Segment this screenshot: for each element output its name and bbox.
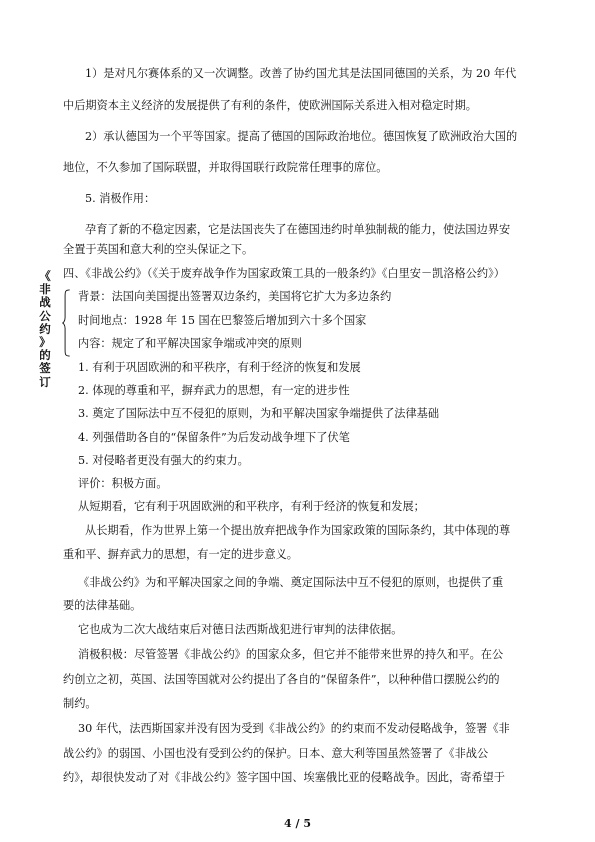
paragraph-line: 要的法律基础。 [63,599,142,612]
paragraph-line: 5. 消极作用： [85,192,156,205]
paragraph-line: 地位，不久参加了国际联盟，并取得国联行政院常任理事的席位。 [63,161,388,174]
brace-item-background: 背景：法国向美国提出签署双边条约，美国将它扩大为多边条约 [78,290,392,303]
paragraph-line: 它也成为二次大战结束后对德日法西斯战犯进行审判的法律依据。 [78,623,403,636]
paragraph-line: 约》，却很快发动了对《非战公约》签字国中国、埃塞俄比亚的侵略战争。因此，寄希望于 [63,771,505,784]
paragraph-line: 消极积极：尽管签署《非战公约》的国家众多，但它并不能带来世界的持久和平。在公 [78,648,504,661]
paragraph-line: 制约。 [63,697,97,710]
brace-item-content: 内容：规定了和平解决国家争端或冲突的原则 [78,337,302,350]
side-title-char: 战 [39,295,51,310]
paragraph-line: 《非战公约》为和平解决国家之间的争端、奠定国际法中互不侵犯的原则，也提供了重 [78,576,504,589]
paragraph-line: 从短期看，它有利于巩固欧洲的和平秩序，有利于经济的恢复和发展； [78,500,425,513]
side-title-char: 订 [39,374,51,389]
side-title-vertical [37,270,53,389]
list-item: 2. 体现的尊重和平，摒弃武力的思想，有一定的进步性 [78,384,350,397]
evaluation-label: 评价：积极方面。 [78,477,168,490]
paragraph-line: 从长期看，作为世界上第一个提出放弃把战争作为国家政策的国际条约，其中体现的尊 [85,524,511,537]
curly-brace [61,289,71,357]
page-number: 4 / 5 [284,817,311,830]
section-heading: 四、《非战公约》（《关于废弃战争作为国家政策工具的一般条约》《白里安－凯洛格公约》） [63,267,505,280]
side-title-char: 签 [39,361,51,376]
paragraph-line: 战公约》的弱国、小国也没有受到公约的保护。日本、意大利等国虽然签署了《非战公 [63,747,489,760]
paragraph-line: 重和平、摒弃武力的思想，有一定的进步意义。 [63,548,298,561]
paragraph-line: 2）承认德国为一个平等国家。提高了德国的国际政治地位。德国恢复了欧洲政治大国的 [85,130,518,143]
side-title-char: 公 [39,308,51,323]
brace-item-time-place: 时间地点：1928 年 15 国在巴黎签后增加到六十多个国家 [78,314,367,327]
paragraph-line: 30 年代，法西斯国家并没有因为受到《非战公约》的约束而不发动侵略战争，签署《非 [78,722,510,735]
side-title-char: 约 [39,321,51,336]
side-title-char: 《 [39,269,51,283]
paragraph-line: 全置于英国和意大利的空头保证之下。 [63,243,254,256]
paragraph-line: 孕育了新的不稳定因素，它是法国丧失了在德国违约时单独制裁的能力，使法国边界安 [85,223,511,236]
side-title-char: 非 [39,282,51,297]
list-item: 5. 对侵略者更没有强大的约束力。 [78,454,249,467]
list-item: 1. 有利于巩固欧洲的和平秩序，有利于经济的恢复和发展 [78,361,361,374]
paragraph-line: 中后期资本主义经济的发展提供了有利的条件，使欧洲国际关系进入相对稳定时期。 [63,99,477,112]
side-title-char: 的 [39,348,51,363]
paragraph-line: 1）是对凡尔赛体系的又一次调整。改善了协约国尤其是法国同德国的关系，为 20 年代 [85,67,517,80]
list-item: 3. 奠定了国际法中互不侵犯的原则，为和平解决国家争端提供了法律基础 [78,407,440,420]
side-title-char: 》 [39,335,51,350]
paragraph-line: 约创立之初，英国、法国等国就对公约提出了各自的“保留条件”，以种种借口摆脱公约的 [63,673,500,686]
list-item: 4. 列强借助各自的“保留条件”为后发动战争埋下了伏笔 [78,431,350,444]
